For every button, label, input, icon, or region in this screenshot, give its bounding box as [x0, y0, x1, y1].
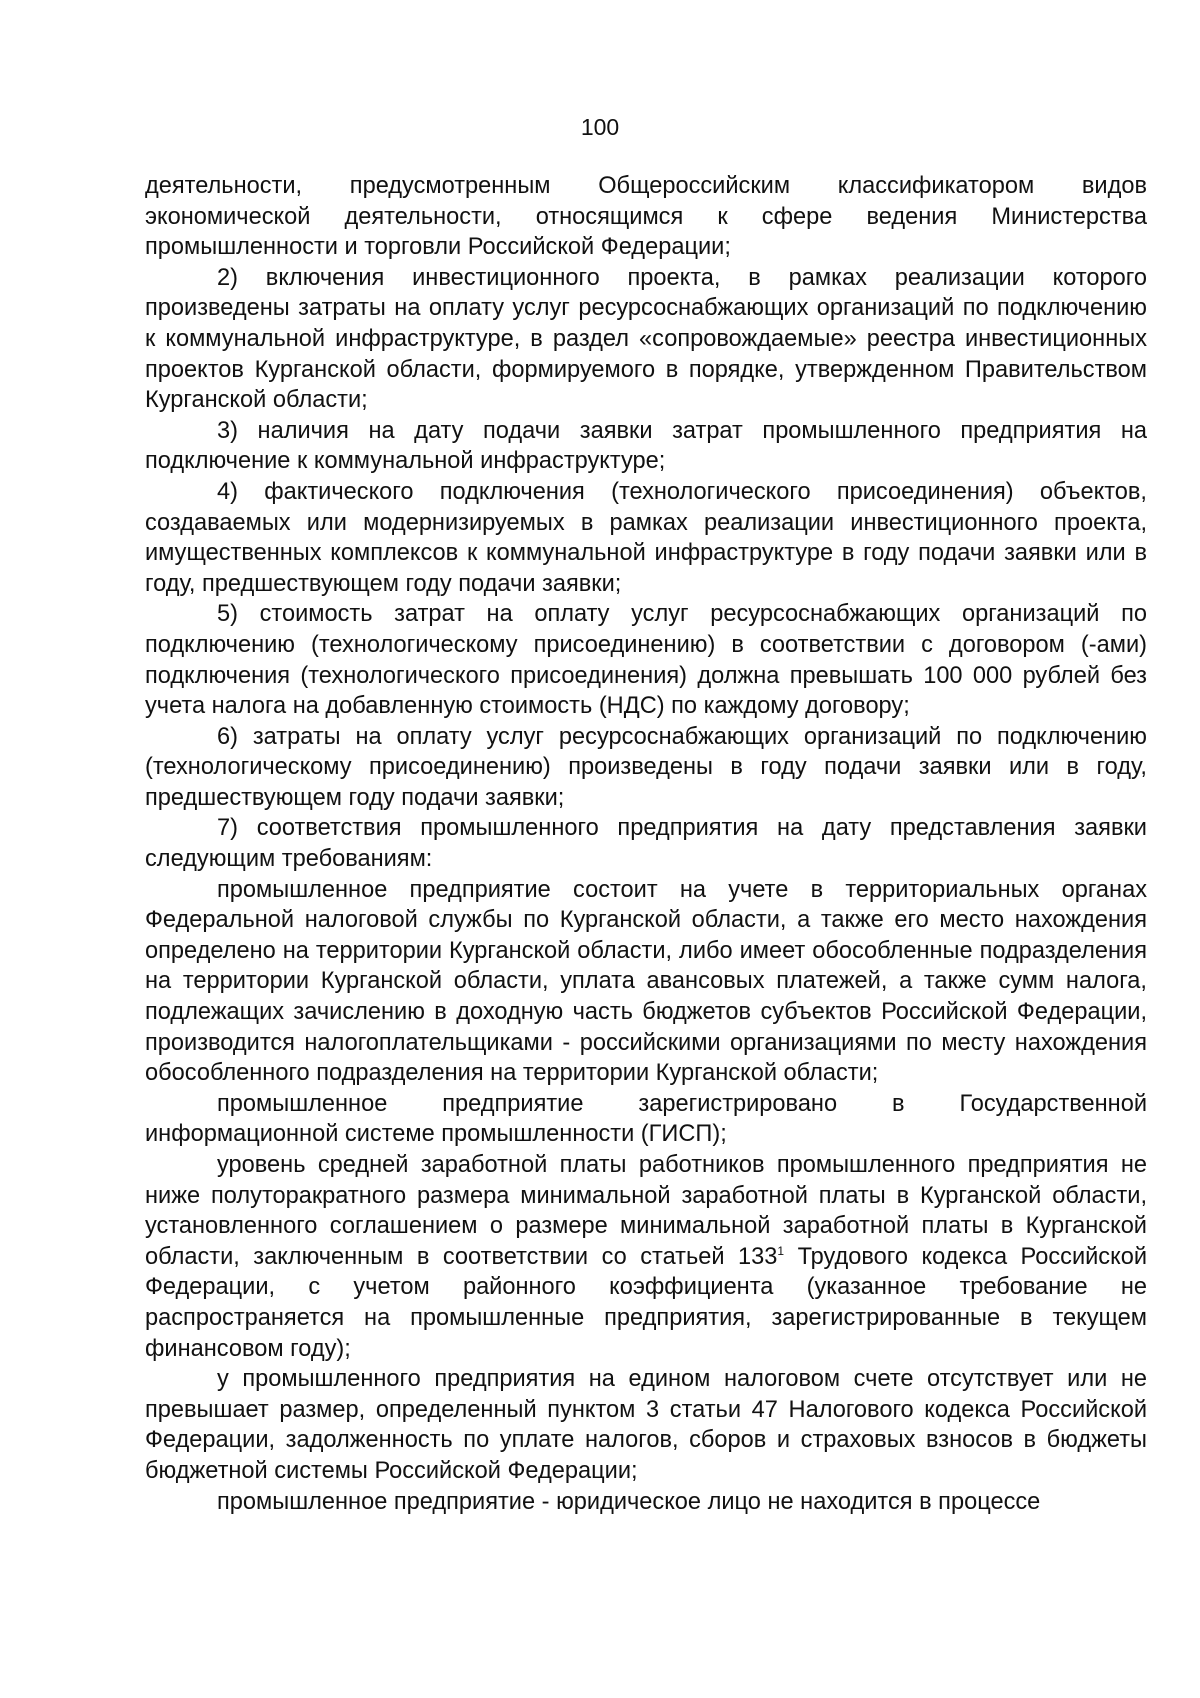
- paragraph-requirement-legal-entity: промышленное предприятие - юридическое лицо не находится в процессе: [217, 1488, 1041, 1515]
- paragraph-item-7: 7) соответствия промышленного предприятия на дату представления заявки следующим требованиям:: [145, 815, 1147, 873]
- paragraph-item-3: 3) наличия на дату подачи заявки затрат промышленного предприятия на подключение к коммунальной инфраструктуре;: [145, 417, 1147, 475]
- wage-text-before: уровень средней заработной платы работников промышленного предприятия не ниже полуторакратного размера минимальной заработной платы в Курганской области, установленного соглашением о размере минимальной заработной платы в Курганской области, заключенным в соответствии со статьей 133: [145, 1152, 1147, 1270]
- page-number: 100: [580, 114, 620, 140]
- paragraph-requirement-wage: [145, 1150, 1147, 1364]
- paragraph-item-6: 6) затраты на оплату услуг ресурсоснабжающих организаций по подключению (технологическому присоединению) произведены в году подачи заявки или в году, предшествующем году подачи заявки;: [145, 723, 1147, 811]
- paragraph-item-5: 5) стоимость затрат на оплату услуг ресурсоснабжающих организаций по подключению (технологическому присоединению) в соответствии с договором (-ами) подключения (технологического присоединения) должна превышать 100 000 рублей без учета налога на добавленную стоимость (НДС) по каждому договору;: [145, 601, 1147, 720]
- paragraph-requirement-gisp: промышленное предприятие зарегистрировано в Государственной информационной системе промышленности (ГИСП);: [145, 1090, 1147, 1148]
- paragraph-continuation: деятельности, предусмотренным Общероссийским классификатором видов экономической деятельности, относящимся к сфере ведения Министерства промышленности и торговли Российской Федерации;: [145, 173, 1147, 261]
- paragraph-requirement-tax-registration: промышленное предприятие состоит на учете в территориальных органах Федеральной налоговой службы по Курганской области, а также его место нахождения определено на территории Курганской области, либо имеет обособленные подразделения на территории Курганской области, уплата авансовых платежей, а также сумм налога, подлежащих зачислению в доходную часть бюджетов субъектов Российской Федерации, производится налогоплательщиками - российскими организациями по месту нахождения обособленного подразделения на территории Курганской области;: [145, 876, 1147, 1087]
- article-superscript: 1: [777, 1243, 785, 1258]
- paragraph-item-2: 2) включения инвестиционного проекта, в рамках реализации которого произведены затраты на оплату услуг ресурсоснабжающих организаций по подключению к коммунальной инфраструктуре, в раздел «сопровождаемые» реестра инвестиционных проектов Курганской области, формируемого в порядке, утвержденном Правительством Курганской области;: [145, 264, 1147, 414]
- wage-text-after: Трудового кодекса Российской Федерации, с учетом районного коэффициента (указанное требование не распространяется на промышленные предприятия, зарегистрированные в текущем финансовом году);: [145, 1243, 1147, 1362]
- paragraph-item-4: 4) фактического подключения (технологического присоединения) объектов, создаваемых или модернизируемых в рамках реализации инвестиционного проекта, имущественных комплексов к коммунальной инфраструктуре в году подачи заявки или в году, предшествующем году подачи заявки;: [145, 478, 1147, 597]
- paragraph-requirement-tax-debt: у промышленного предприятия на едином налоговом счете отсутствует или не превышает размер, определенный пунктом 3 статьи 47 Налогового кодекса Российской Федерации, задолженность по уплате налогов, сборов и страховых взносов в бюджеты бюджетной системы Российской Федерации;: [145, 1366, 1147, 1484]
- document-body: [145, 171, 1147, 1517]
